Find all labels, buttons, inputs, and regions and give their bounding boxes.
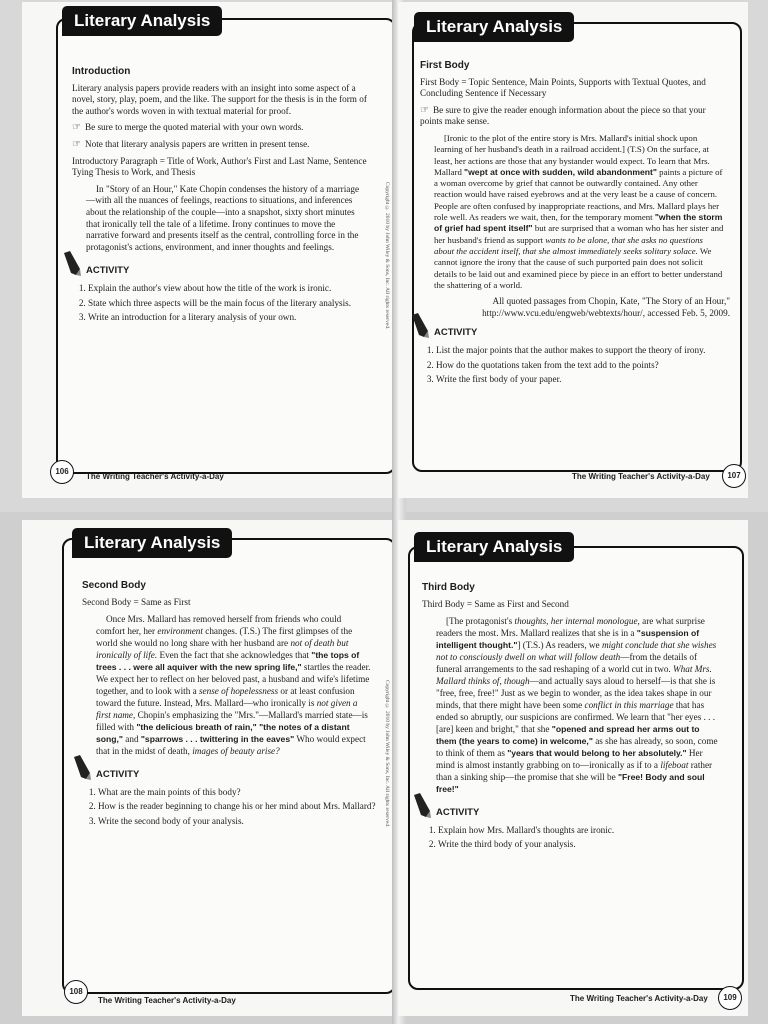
note: ☞ Be sure to merge the quoted material with your own words. [72, 122, 304, 134]
sample-passage: [The protagonist's thoughts, her internal monologue, are what surprise readers the most. Mrs. Mallard realizes that she is in a "suspension of intelligent thought."] (T.S.) As readers, we might conclude that she wishes not to consciously dwell on what will follow death—from the details of funeral arrangements to the sad reshaping of a world cut in two. What Mrs. Mallard thinks of, though—and actually says aloud to herself—is that she is "free, free, free!" Just as we begin to wonder, as the idea takes shape in our minds, that there might have been some conflict in this marriage that has ended so abruptly, our suspicions are confirmed. We learn that "her eyes . . . [are] keen and bright," that she "opened and spread her arms out to them (the years to come) in welcome," as she has already, so soon, come to think of them as "years that would belong to her absolutely." Her mind is almost instantly grabbing on to—ironically as if to a lifeboat rather than a sinking ship—the promise that she will be "Free! Body and soul free!" [436, 616, 718, 795]
activity-list [422, 825, 726, 851]
page-banner: Literary Analysis [414, 532, 574, 562]
copyright-notice: Copyright © 2010 by John Wiley & Sons, Inc. All rights reserved. [384, 680, 390, 828]
activity-list [420, 345, 730, 386]
page-banner: Literary Analysis [414, 12, 574, 42]
pointing-hand-icon: ☞ [72, 122, 81, 134]
intro-text: Literary analysis papers provide readers with an insight into some aspect of a novel, story, play, poem, and the like. The support for the thesis is in the form of the author's words woven in with textual material for proof. [72, 82, 367, 116]
activity-heading: ACTIVITY [86, 265, 372, 277]
page-footer: The Writing Teacher's Activity-a-Day [98, 996, 236, 1005]
activity-item: 2. How do the quotations taken from the text add to the points? [436, 360, 730, 372]
activity-item: 1. List the major points that the author makes to support the theory of irony. [436, 345, 730, 357]
page-number: 106 [50, 460, 74, 484]
activity-item: 2. Write the third body of your analysis. [438, 839, 726, 851]
formula: Second Body = Same as First [82, 596, 191, 607]
page-107 [398, 2, 748, 498]
activity-list [72, 283, 372, 324]
page-106 [22, 2, 400, 498]
section-title: First Body [420, 60, 470, 71]
bottom-spread [0, 512, 768, 1024]
activity-heading: ACTIVITY [436, 807, 726, 819]
pointing-hand-icon: ☞ [420, 104, 429, 116]
pencil-icon [60, 251, 82, 277]
activity-item: 2. State which three aspects will be the main focus of the literary analysis. [88, 298, 372, 310]
pencil-icon [410, 793, 432, 819]
sample-passage: [Ironic to the plot of the entire story is Mrs. Mallard's initial shock upon learning of her husband's death in a railroad accident.] (T.S) On the surface, at least, her actions are those that any bystander would expect. To learn that Mrs. Mallard "wept at once with sudden, wild abandonment" paints a picture of a woman overcome by grief that cannot be outwardly contained. Any other reaction would have raised eyebrows and at the very least be a cause of concern. People are often confused by inappropriate reactions, and Mrs. Mallard plays her role well. As readers we wait, then, for the temporary moment "when the storm of grief had spent itself" but are surprised that a woman who has her sister and her husband's friend as support wants to be alone, that she asks no questions about the accident itself, that she almost immediately seeks solitary solace. We cannot ignore the irony that the cause of such purported pain does not solicit details to be laid out and examined piece by piece in an effort to better understand the shattering of a world. [434, 132, 724, 290]
copyright-notice: Copyright © 2010 by John Wiley & Sons, Inc. All rights reserved. [384, 182, 390, 330]
page-number: 107 [722, 464, 746, 488]
page-footer: The Writing Teacher's Activity-a-Day [570, 994, 708, 1003]
page-content [72, 66, 372, 327]
note: ☞ Note that literary analysis papers are written in present tense. [72, 138, 310, 150]
activity-item: 1. Explain the author's view about how the title of the work is ironic. [88, 283, 372, 295]
sample-passage: In "Story of an Hour," Kate Chopin condenses the history of a marriage—with all the nuances of feelings, reactions to situations, and inferences about the relationship of the couple—into a snapshot, sixty short minutes that ironically tell the tale of a lifetime. Irony continues to move the narrative forward and presents itself as the central, controlling force in the protagonist's actions, environment, and inner thoughts and feelings. [86, 183, 360, 252]
page-content [82, 580, 378, 831]
page-footer: The Writing Teacher's Activity-a-Day [86, 472, 224, 481]
page-number: 109 [718, 986, 742, 1010]
activity-item: 2. How is the reader beginning to change his or her mind about Mrs. Mallard? [98, 801, 378, 813]
section-title: Introduction [72, 66, 131, 77]
page-number: 108 [64, 980, 88, 1004]
activity-item: 1. Explain how Mrs. Mallard's thoughts are ironic. [438, 825, 726, 837]
pencil-icon [70, 755, 92, 781]
page-109 [398, 520, 748, 1016]
activity-item: 3. Write an introduction for a literary analysis of your own. [88, 312, 372, 324]
section-title: Second Body [82, 580, 146, 591]
activity-item: 1. What are the main points of this body? [98, 787, 378, 799]
pencil-icon [408, 313, 430, 339]
formula: Third Body = Same as First and Second [422, 598, 569, 609]
activity-heading: ACTIVITY [96, 769, 378, 781]
activity-item: 3. Write the first body of your paper. [436, 374, 730, 386]
page-content [420, 60, 730, 389]
section-title: Third Body [422, 582, 475, 593]
page-footer: The Writing Teacher's Activity-a-Day [572, 472, 710, 481]
activity-item: 3. Write the second body of your analysis. [98, 816, 378, 828]
activity-heading: ACTIVITY [434, 327, 730, 339]
page-content [422, 582, 726, 854]
page-banner: Literary Analysis [72, 528, 232, 558]
pointing-hand-icon: ☞ [72, 138, 81, 150]
page-108 [22, 520, 400, 1016]
sample-passage: Once Mrs. Mallard has removed herself from friends who could comfort her, her environment changes. (T.S.) The first glimpses of the world she would no long share with her husband are not of death but ironically of life. Even the fact that she acknowledges that "the tops of trees . . . were all aquiver with the new spring life," startles the reader. We expect her to reflect on her beloved past, a husband and wife's lifetime together, and to look with a sense of hopelessness or at least confusion toward the future. Instead, Mrs. Mallard—who ironically is not given a first name, Chopin's emphasizing the "Mrs."—Mallard's married state—is filled with "the delicious breath of rain," "the notes of a distant song," and "sparrows . . . twittering in the eaves" Who would expect that in the midst of death, images of beauty arise? [96, 614, 371, 757]
activity-list [82, 787, 378, 828]
citation: All quoted passages from Chopin, Kate, "The Story of an Hour," http://www.vcu.edu/engweb/webtexts/hour/, accessed Feb. 5, 2009. [482, 296, 730, 318]
formula: Introductory Paragraph = Title of Work, Author's First and Last Name, Sentence Tying Thesis to Work, and Thesis [72, 155, 367, 178]
page-banner: Literary Analysis [62, 6, 222, 36]
note: ☞ Be sure to give the reader enough information about the piece so that your points make sense. [420, 104, 706, 127]
formula: First Body = Topic Sentence, Main Points, Supports with Textual Quotes, and Concluding Sentence if Necessary [420, 76, 706, 99]
